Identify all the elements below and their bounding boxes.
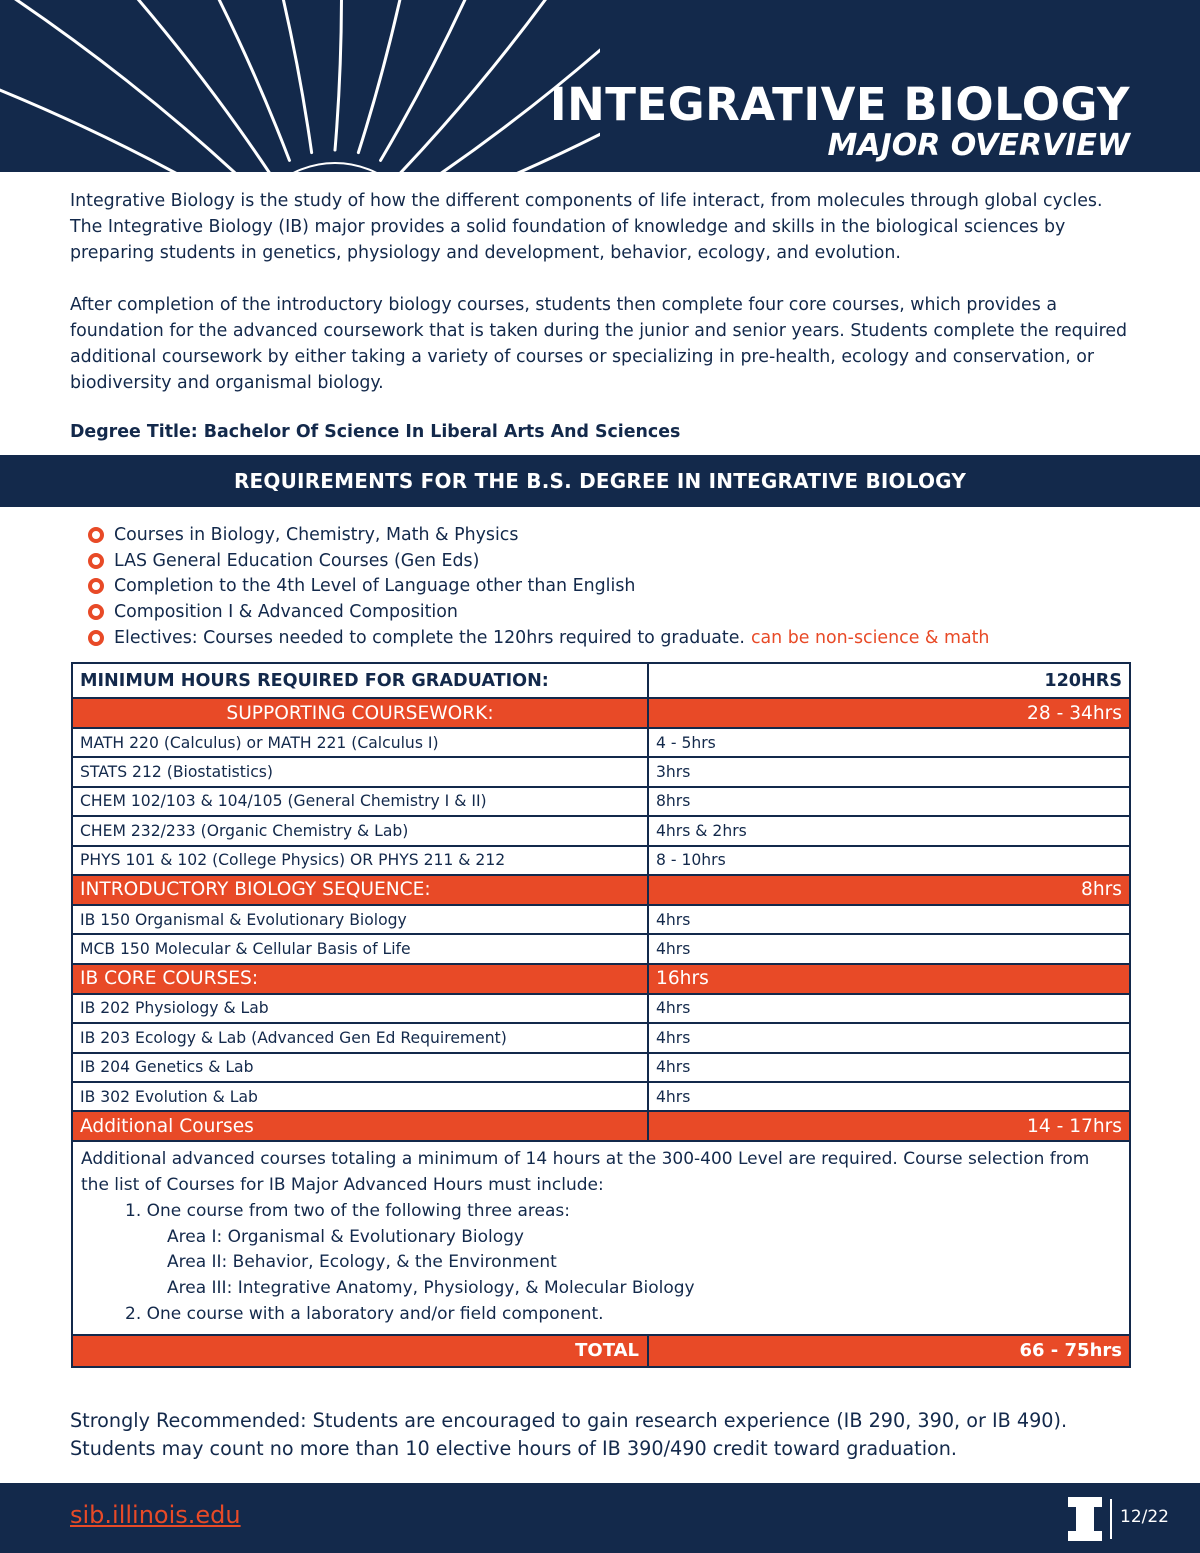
- course-hours: 4hrs: [656, 1058, 691, 1077]
- section-header-supporting: [73, 697, 1129, 727]
- course-name: MATH 220 (Calculus) or MATH 221 (Calculus I): [73, 729, 649, 756]
- table-row: [73, 1052, 1129, 1081]
- additional-description: [73, 1140, 1129, 1334]
- page-header: [0, 0, 1200, 172]
- table-row: [73, 845, 1129, 874]
- course-hours: 4 - 5hrs: [656, 733, 716, 752]
- course-hours: 4hrs & 2hrs: [656, 821, 747, 840]
- electives-note: can be non-science & math: [750, 628, 990, 649]
- total-row: [73, 1334, 1129, 1366]
- ring-bullet-icon: [88, 604, 104, 620]
- course-name: CHEM 232/233 (Organic Chemistry & Lab): [73, 817, 649, 844]
- area-item: Area III: Integrative Anatomy, Physiology, & Molecular Biology: [167, 1278, 695, 1299]
- table-row: [73, 904, 1129, 933]
- table-row: [73, 1022, 1129, 1051]
- recommendation-text: [70, 1407, 1067, 1463]
- intro-text: [70, 188, 1130, 396]
- section-label: INTRODUCTORY BIOLOGY SEQUENCE:: [73, 876, 649, 904]
- sunburst-ray: [358, 0, 428, 153]
- footer-divider: [1110, 1499, 1112, 1539]
- requirements-table: [71, 662, 1131, 1368]
- table-row: [73, 727, 1129, 756]
- course-name: IB 204 Genetics & Lab: [73, 1054, 649, 1081]
- additional-item-1: 1. One course from two of the following three areas:: [125, 1200, 571, 1221]
- course-name: IB 203 Ecology & Lab (Advanced Gen Ed Requirement): [73, 1024, 649, 1051]
- course-hours: 4hrs: [656, 940, 691, 959]
- table-row: [73, 815, 1129, 844]
- sunburst-graphic: [0, 0, 600, 172]
- list-item: [88, 599, 989, 625]
- sunburst-ray: [0, 73, 240, 172]
- ring-bullet-icon: [88, 527, 104, 543]
- page-subtitle: MAJOR OVERVIEW: [827, 128, 1130, 163]
- intro-paragraph-2: After completion of the introductory biology courses, students then complete four core courses, which provides a foundation for the advanced coursework that is taken during the junior and senior years. Students complete the required additional coursework by either taking a variety of courses or specializing in pre-health, ecology and conservation, or biodiversity and organismal biology.: [70, 295, 1128, 393]
- sunburst-ray: [153, 0, 290, 160]
- table-row: [73, 993, 1129, 1022]
- course-name: IB 202 Physiology & Lab: [73, 995, 649, 1022]
- ring-bullet-icon: [88, 553, 104, 569]
- sunburst-ray: [437, 162, 600, 172]
- course-hours: 4hrs: [656, 1087, 691, 1106]
- section-label: IB CORE COURSES:: [73, 965, 649, 993]
- requirements-list: [88, 522, 989, 651]
- additional-text: Additional advanced courses totaling a minimum of 14 hours at the 300-400 Level are required. Course selection from the list of Courses for IB Major Advanced Hours must include:: [81, 1149, 1090, 1196]
- website-link[interactable]: sib.illinois.edu: [70, 1501, 241, 1529]
- sunburst-ray: [0, 162, 233, 172]
- area-item: Area II: Behavior, Ecology, & the Environment: [167, 1252, 557, 1273]
- course-hours: 4hrs: [656, 1028, 691, 1047]
- course-name: MCB 150 Molecular & Cellular Basis of Life: [73, 935, 649, 962]
- section-label: Additional Courses: [73, 1112, 649, 1140]
- total-value: 66 - 75hrs: [1019, 1340, 1122, 1362]
- section-label: SUPPORTING COURSEWORK:: [73, 699, 649, 727]
- list-item-text: Composition I & Advanced Composition: [114, 602, 458, 623]
- recommendation-line-2: Students may count no more than 10 elective hours of IB 390/490 credit toward graduation.: [70, 1437, 958, 1460]
- page-title: INTEGRATIVE BIOLOGY: [549, 78, 1130, 131]
- additional-item-2: 2. One course with a laboratory and/or field component.: [125, 1304, 604, 1325]
- course-name: CHEM 102/103 & 104/105 (General Chemistry I & II): [73, 788, 649, 815]
- degree-title: Degree Title: Bachelor Of Science In Liberal Arts And Sciences: [70, 422, 681, 442]
- intro-paragraph-1: Integrative Biology is the study of how the different components of life interact, from molecules through global cycles. The Integrative Biology (IB) major provides a solid foundation of knowledge and skills in the biological sciences by preparing students in genetics, physiology and development, behavior, ecology, and evolution.: [70, 191, 1103, 263]
- area-item: Area I: Organismal & Evolutionary Biology: [167, 1226, 524, 1247]
- section-header-core: [73, 963, 1129, 993]
- course-hours: 8 - 10hrs: [656, 851, 726, 870]
- ring-bullet-icon: [88, 578, 104, 594]
- list-item: [88, 574, 989, 600]
- sunburst-ray: [335, 0, 341, 150]
- table-row: [73, 756, 1129, 785]
- course-name: IB 302 Evolution & Lab: [73, 1083, 649, 1110]
- ring-bullet-icon: [88, 630, 104, 646]
- section-hours: 16hrs: [656, 968, 709, 990]
- requirements-heading: REQUIREMENTS FOR THE B.S. DEGREE IN INTEGRATIVE BIOLOGY: [233, 469, 967, 493]
- course-name: IB 150 Organismal & Evolutionary Biology: [73, 906, 649, 933]
- section-hours: 8hrs: [1081, 879, 1122, 901]
- course-hours: 4hrs: [656, 999, 691, 1018]
- min-hours-label: MINIMUM HOURS REQUIRED FOR GRADUATION:: [73, 664, 649, 697]
- sunburst-ray: [7, 0, 253, 172]
- course-hours: 8hrs: [656, 792, 691, 811]
- course-hours: 4hrs: [656, 910, 691, 929]
- list-item-text: LAS General Education Courses (Gen Eds): [114, 550, 480, 571]
- total-label: TOTAL: [73, 1336, 649, 1366]
- course-name: PHYS 101 & 102 (College Physics) OR PHYS 211 & 212: [73, 847, 649, 874]
- section-header-additional: [73, 1110, 1129, 1140]
- section-hours: 14 - 17hrs: [1027, 1115, 1122, 1137]
- list-item-text: Completion to the 4th Level of Language other than English: [114, 576, 636, 597]
- table-row: [73, 664, 1129, 697]
- course-hours: 3hrs: [656, 763, 691, 782]
- course-name: STATS 212 (Biostatistics): [73, 758, 649, 785]
- list-item-text: Courses in Biology, Chemistry, Math & Physics: [114, 524, 519, 545]
- list-item-text: Electives: Courses needed to complete the 120hrs required to graduate.: [114, 628, 745, 649]
- sunburst-ray: [73, 0, 269, 172]
- table-row: [73, 786, 1129, 815]
- min-hours-value: 120HRS: [1044, 670, 1122, 691]
- requirements-banner: [0, 455, 1200, 507]
- list-item: [88, 522, 989, 548]
- block-i-logo-icon: [1068, 1497, 1102, 1541]
- recommendation-line-1: Strongly Recommended: Students are encouraged to gain research experience (IB 290, 390, or IB 490).: [70, 1409, 1068, 1432]
- list-item: [88, 625, 989, 651]
- list-item: [88, 548, 989, 574]
- page-footer: [0, 1483, 1200, 1553]
- table-row: [73, 933, 1129, 962]
- revision-date: 12/22: [1120, 1507, 1169, 1527]
- table-row: [73, 1081, 1129, 1110]
- section-header-intro-biology: [73, 874, 1129, 904]
- sunburst-ray: [381, 0, 518, 160]
- section-hours: 28 - 34hrs: [1027, 702, 1122, 724]
